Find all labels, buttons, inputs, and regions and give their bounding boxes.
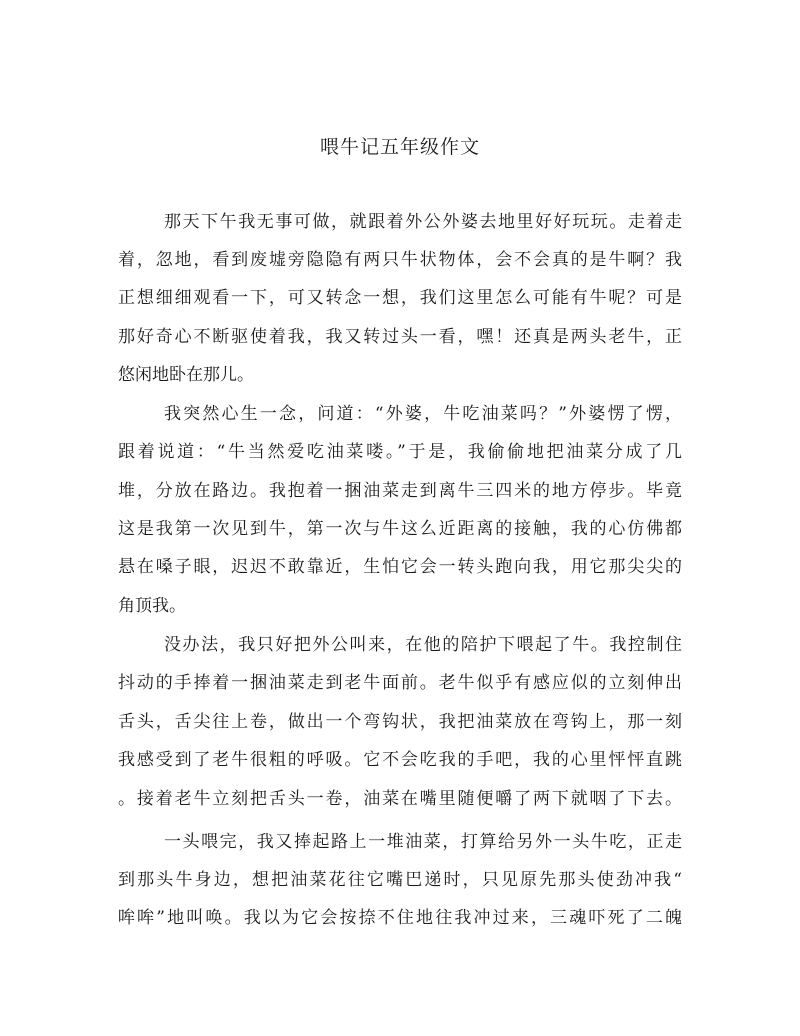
paragraph-line: 哞哞”地叫唤。我以为它会按捺不住地往我冲过来，三魂吓死了二魄 [118, 908, 682, 928]
paragraph-line: 角顶我。 [118, 596, 186, 616]
paragraph-line: 悬在嗓子眼，迟迟不敢靠近，生怕它会一转头跑向我，用它那尖尖的 [118, 557, 682, 577]
paragraph-line: 堆，分放在路边。我抱着一捆油菜走到离牛三四米的地方停步。毕竟 [118, 481, 682, 501]
paragraph-line: 一头喂完，我又捧起路上一堆油菜，打算给另外一头牛吃，正走 [164, 832, 682, 852]
paragraph-line: 着，忽地，看到废墟旁隐隐有两只牛状物体，会不会真的是牛啊？我 [118, 250, 682, 270]
paragraph-line: 我突然心生一念，问道：“外婆，牛吃油菜吗？”外婆愣了愣， [164, 404, 682, 424]
paragraph-line: 正想细细观看一下，可又转念一想，我们这里怎么可能有牛呢？可是 [118, 288, 682, 308]
paragraph-line: 那天下午我无事可做，就跟着外公外婆去地里好好玩玩。走着走 [164, 212, 682, 232]
paragraph-line: 跟着说道：“牛当然爱吃油菜喽。”于是，我偷偷地把油菜分成了几 [118, 442, 682, 462]
paragraph-line: 没办法，我只好把外公叫来，在他的陪护下喂起了牛。我控制住 [164, 635, 682, 655]
document-title: 喂牛记五年级作文 [319, 136, 480, 158]
paragraph-line: 舌头，舌尖往上卷，做出一个弯钩状，我把油菜放在弯钩上，那一刻 [118, 712, 682, 732]
paragraph-line: 抖动的手捧着一捆油菜走到老牛面前。老牛似乎有感应似的立刻伸出 [118, 673, 682, 693]
paragraph-line: 悠闲地卧在那儿。 [118, 365, 254, 385]
paragraph-line: 这是我第一次见到牛，第一次与牛这么近距离的接触，我的心仿佛都 [118, 519, 682, 539]
paragraph-line: 我感受到了老牛很粗的呼吸。它不会吃我的手吧，我的心里怦怦直跳 [118, 750, 682, 770]
paragraph-line: 到那头牛身边，想把油菜花往它嘴巴递时，只见原先那头使劲冲我“ [118, 870, 682, 890]
paragraph-line: 那好奇心不断驱使着我，我又转过头一看，嘿！还真是两头老牛，正 [118, 327, 682, 347]
paragraph-line: 。接着老牛立刻把舌头一卷，油菜在嘴里随便嚼了两下就咽了下去。 [118, 789, 682, 809]
